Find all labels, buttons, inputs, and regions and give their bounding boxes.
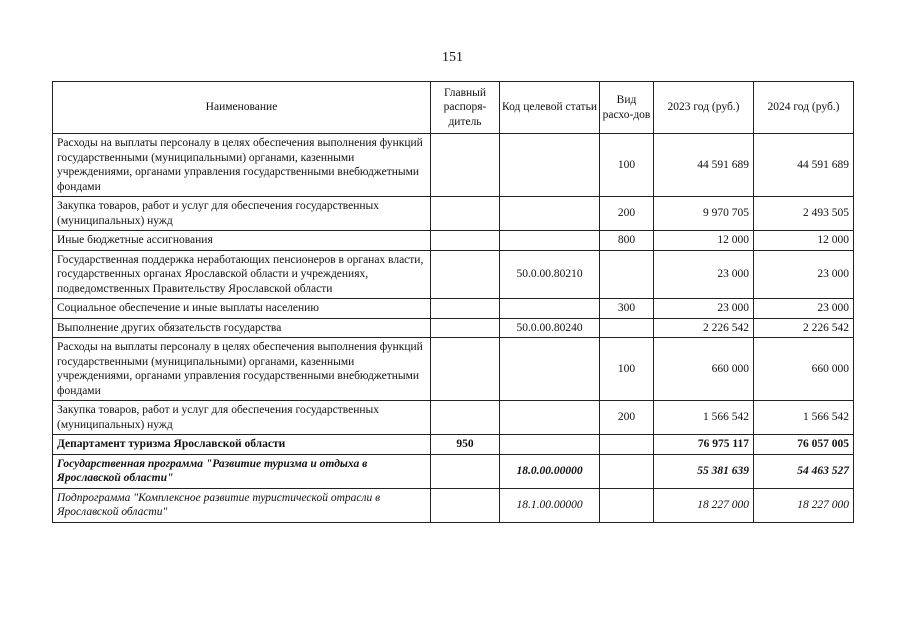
cell-code bbox=[500, 134, 600, 197]
cell-type: 100 bbox=[600, 338, 654, 401]
cell-manager bbox=[431, 134, 500, 197]
cell-code: 18.1.00.00000 bbox=[500, 488, 600, 522]
table-row bbox=[53, 454, 854, 488]
header-code: Код целевой статьи bbox=[500, 82, 600, 134]
cell-type bbox=[600, 488, 654, 522]
cell-code bbox=[500, 338, 600, 401]
cell-name: Выполнение других обязательств государства bbox=[53, 318, 431, 338]
table-row bbox=[53, 250, 854, 299]
cell-name: Департамент туризма Ярославской области bbox=[53, 435, 431, 455]
cell-name: Закупка товаров, работ и услуг для обеспечения государственных (муниципальных) нужд bbox=[53, 197, 431, 231]
cell-type: 300 bbox=[600, 299, 654, 319]
cell-code: 50.0.00.80240 bbox=[500, 318, 600, 338]
cell-manager bbox=[431, 197, 500, 231]
cell-2024: 12 000 bbox=[754, 231, 854, 251]
cell-name: Закупка товаров, работ и услуг для обеспечения государственных (муниципальных) нужд bbox=[53, 401, 431, 435]
cell-manager bbox=[431, 454, 500, 488]
cell-2023: 12 000 bbox=[654, 231, 754, 251]
cell-name: Государственная поддержка неработающих пенсионеров в органах власти, государственных органах Ярославской области и учреждениях, подведомственных Правительству Ярославской области bbox=[53, 250, 431, 299]
cell-2023: 55 381 639 bbox=[654, 454, 754, 488]
cell-2024: 2 226 542 bbox=[754, 318, 854, 338]
cell-type bbox=[600, 250, 654, 299]
cell-name: Расходы на выплаты персоналу в целях обеспечения выполнения функций государственными (муниципальными) органами, казенными учреждениями, органами управления государственными внебюджетными фондами bbox=[53, 134, 431, 197]
budget-table bbox=[52, 81, 854, 523]
cell-2023: 23 000 bbox=[654, 250, 754, 299]
cell-2024: 54 463 527 bbox=[754, 454, 854, 488]
cell-code bbox=[500, 401, 600, 435]
header-name: Наименование bbox=[53, 82, 431, 134]
cell-2024: 44 591 689 bbox=[754, 134, 854, 197]
cell-2023: 44 591 689 bbox=[654, 134, 754, 197]
table-row bbox=[53, 338, 854, 401]
cell-code: 18.0.00.00000 bbox=[500, 454, 600, 488]
cell-2024: 18 227 000 bbox=[754, 488, 854, 522]
cell-type bbox=[600, 318, 654, 338]
table-row bbox=[53, 488, 854, 522]
cell-name: Расходы на выплаты персоналу в целях обеспечения выполнения функций государственными (муниципальными) органами, казенными учреждениями, органами управления государственными внебюджетными фондами bbox=[53, 338, 431, 401]
cell-2024: 2 493 505 bbox=[754, 197, 854, 231]
cell-code: 50.0.00.80210 bbox=[500, 250, 600, 299]
cell-type bbox=[600, 435, 654, 455]
table-row bbox=[53, 197, 854, 231]
cell-2024: 23 000 bbox=[754, 250, 854, 299]
cell-manager bbox=[431, 488, 500, 522]
cell-manager: 950 bbox=[431, 435, 500, 455]
cell-name: Социальное обеспечение и иные выплаты населению bbox=[53, 299, 431, 319]
cell-manager bbox=[431, 318, 500, 338]
table-row bbox=[53, 231, 854, 251]
cell-manager bbox=[431, 231, 500, 251]
table-header-row bbox=[53, 82, 854, 134]
cell-code bbox=[500, 231, 600, 251]
table-row bbox=[53, 299, 854, 319]
table-row bbox=[53, 435, 854, 455]
cell-code bbox=[500, 435, 600, 455]
cell-2023: 1 566 542 bbox=[654, 401, 754, 435]
cell-type: 800 bbox=[600, 231, 654, 251]
cell-name: Государственная программа "Развитие туризма и отдыха в Ярославской области" bbox=[53, 454, 431, 488]
cell-code bbox=[500, 299, 600, 319]
cell-2024: 76 057 005 bbox=[754, 435, 854, 455]
cell-2024: 660 000 bbox=[754, 338, 854, 401]
header-2023: 2023 год (руб.) bbox=[654, 82, 754, 134]
cell-2023: 18 227 000 bbox=[654, 488, 754, 522]
header-type: Вид расхо-дов bbox=[600, 82, 654, 134]
cell-manager bbox=[431, 338, 500, 401]
cell-2023: 660 000 bbox=[654, 338, 754, 401]
cell-manager bbox=[431, 299, 500, 319]
cell-manager bbox=[431, 401, 500, 435]
cell-type: 200 bbox=[600, 401, 654, 435]
cell-type: 200 bbox=[600, 197, 654, 231]
cell-code bbox=[500, 197, 600, 231]
cell-2023: 2 226 542 bbox=[654, 318, 754, 338]
cell-2024: 23 000 bbox=[754, 299, 854, 319]
header-2024: 2024 год (руб.) bbox=[754, 82, 854, 134]
table-row bbox=[53, 401, 854, 435]
cell-2023: 9 970 705 bbox=[654, 197, 754, 231]
cell-2023: 76 975 117 bbox=[654, 435, 754, 455]
table-row bbox=[53, 318, 854, 338]
cell-manager bbox=[431, 250, 500, 299]
cell-name: Подпрограмма "Комплексное развитие туристической отрасли в Ярославской области" bbox=[53, 488, 431, 522]
cell-2024: 1 566 542 bbox=[754, 401, 854, 435]
cell-name: Иные бюджетные ассигнования bbox=[53, 231, 431, 251]
header-manager: Главный распоря-дитель bbox=[431, 82, 500, 134]
cell-2023: 23 000 bbox=[654, 299, 754, 319]
table-row bbox=[53, 134, 854, 197]
page-number: 151 bbox=[442, 50, 463, 65]
cell-type: 100 bbox=[600, 134, 654, 197]
cell-type bbox=[600, 454, 654, 488]
